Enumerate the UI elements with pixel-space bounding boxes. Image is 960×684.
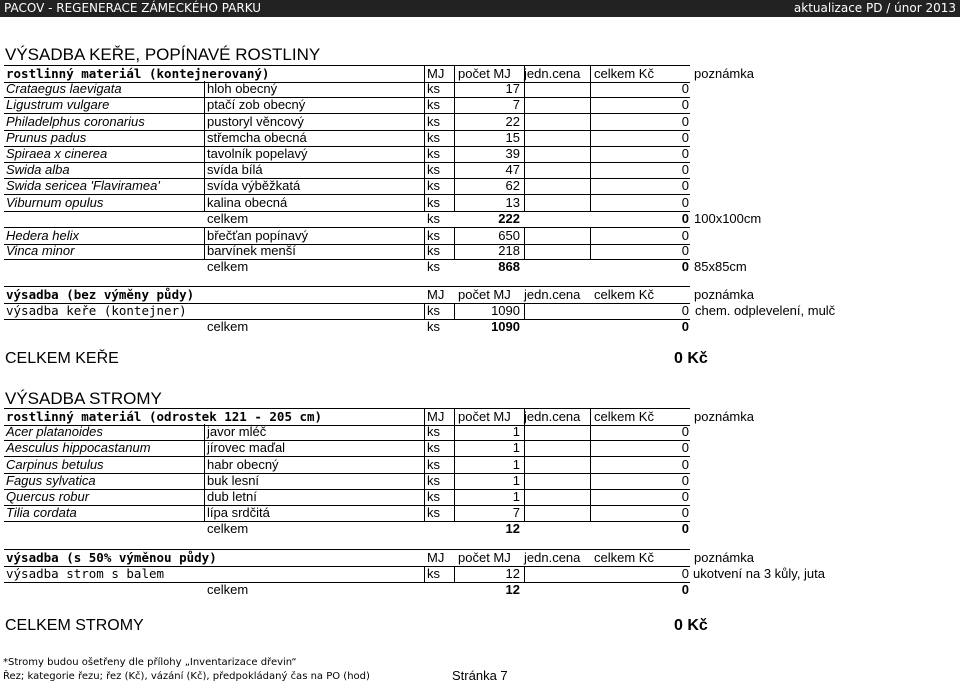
latin-name: Carpinus betulus <box>6 457 104 472</box>
total-price: 0 <box>681 162 689 177</box>
unit-mj: ks <box>427 505 440 520</box>
latin-name: Spiraea x cinerea <box>6 146 108 161</box>
column-divider <box>524 81 525 97</box>
latin-name: Ligustrum vulgare <box>6 97 110 112</box>
total-price: 0 <box>681 566 689 581</box>
header-note: poznámka <box>694 66 754 81</box>
latin-name: Acer platanoides <box>6 424 103 439</box>
czech-name: habr obecný <box>207 457 279 472</box>
column-divider <box>454 409 455 425</box>
plant-row <box>4 457 690 474</box>
czech-name: střemcha obecná <box>207 130 307 145</box>
column-divider <box>524 130 525 146</box>
unit-mj: ks <box>427 228 440 243</box>
column-divider <box>424 457 425 473</box>
column-divider <box>204 97 205 113</box>
unit-mj: ks <box>427 457 440 472</box>
column-divider <box>454 66 455 82</box>
unit-mj: ks <box>427 114 440 129</box>
column-divider <box>204 243 205 259</box>
table-header-row <box>4 549 754 567</box>
column-divider <box>424 81 425 97</box>
column-divider <box>590 409 591 425</box>
unit-mj: ks <box>427 473 440 488</box>
header-name: výsadba (bez výměny půdy) <box>6 287 195 302</box>
quantity: 15 <box>505 130 520 145</box>
subtotal-row <box>4 319 690 335</box>
column-divider <box>424 130 425 146</box>
header-note: poznámka <box>694 287 754 302</box>
column-divider <box>204 195 205 211</box>
czech-name: ptačí zob obecný <box>207 97 306 112</box>
sum-quantity: 12 <box>505 582 520 597</box>
total-price: 0 <box>681 178 689 193</box>
czech-name: hloh obecný <box>207 81 278 96</box>
column-divider <box>524 505 525 521</box>
trees-total-value: 0 Kč <box>674 617 708 634</box>
document-header <box>0 0 960 17</box>
section-title-trees: VÝSADBA STROMY <box>5 389 162 408</box>
czech-name: břečťan popínavý <box>207 228 308 243</box>
unit-mj: ks <box>427 97 440 112</box>
column-divider <box>590 66 591 82</box>
quantity: 1 <box>512 457 520 472</box>
header-note: poznámka <box>694 409 754 424</box>
column-divider <box>424 97 425 113</box>
column-divider <box>424 303 425 319</box>
column-divider <box>424 114 425 130</box>
column-divider <box>524 424 525 440</box>
unit-mj: ks <box>427 303 440 318</box>
czech-name: kalina obecná <box>207 195 288 210</box>
header-mj: MJ <box>427 287 445 302</box>
column-divider <box>524 303 525 319</box>
header-qty: počet MJ <box>458 409 511 424</box>
header-qty: počet MJ <box>458 287 511 302</box>
latin-name: Vinca minor <box>6 243 75 258</box>
quantity: 7 <box>512 97 520 112</box>
footnote-trees: *Stromy budou ošetřeny dle přílohy „Inventarizace dřevin“ <box>3 657 297 668</box>
unit-mj: ks <box>427 243 440 258</box>
column-divider <box>204 489 205 505</box>
column-divider <box>424 473 425 489</box>
sum-total: 0 <box>681 259 689 274</box>
total-price: 0 <box>681 457 689 472</box>
czech-name: svída bílá <box>207 162 263 177</box>
column-divider <box>204 228 205 244</box>
column-divider <box>424 489 425 505</box>
sum-quantity: 868 <box>498 259 520 274</box>
column-divider <box>204 81 205 97</box>
column-divider <box>204 440 205 456</box>
unit-mj: ks <box>427 424 440 439</box>
latin-name: Fagus sylvatica <box>6 473 96 488</box>
column-divider <box>424 440 425 456</box>
quantity: 650 <box>498 228 520 243</box>
quantity: 12 <box>505 566 520 581</box>
plant-row <box>4 243 690 260</box>
unit-mj: ks <box>427 178 440 193</box>
unit-mj: ks <box>427 195 440 210</box>
total-price: 0 <box>681 505 689 520</box>
header-mj: MJ <box>427 409 445 424</box>
header-name: rostlinný materiál (kontejnerovaný) <box>6 66 270 81</box>
czech-name: javor mléč <box>207 424 267 439</box>
quantity: 1 <box>512 473 520 488</box>
note: chem. odplevelení, mulč <box>695 303 836 318</box>
column-divider <box>524 440 525 456</box>
header-unit-price: jedn.cena <box>524 287 581 302</box>
plant-row <box>4 505 690 522</box>
quantity: 22 <box>505 114 520 129</box>
planting-name: výsadba strom s balem <box>6 566 165 581</box>
total-price: 0 <box>681 440 689 455</box>
column-divider <box>524 473 525 489</box>
plant-row <box>4 146 690 163</box>
unit-mj: ks <box>427 566 440 581</box>
total-price: 0 <box>681 114 689 129</box>
column-divider <box>204 162 205 178</box>
czech-name: lípa srdčitá <box>207 505 270 520</box>
sum-label: celkem <box>207 259 249 274</box>
unit-mj: ks <box>427 162 440 177</box>
subtotal-row <box>4 259 747 275</box>
subtotal-row <box>4 211 762 227</box>
header-mj: MJ <box>427 550 445 565</box>
sum-total: 0 <box>681 582 689 597</box>
column-divider <box>524 114 525 130</box>
quantity: 1090 <box>491 303 520 318</box>
czech-name: jírovec maďal <box>207 440 286 455</box>
plant-row <box>4 81 690 98</box>
sum-mj: ks <box>427 259 440 274</box>
header-qty: počet MJ <box>458 66 511 81</box>
quantity: 1 <box>512 489 520 504</box>
column-divider <box>204 505 205 521</box>
unit-mj: ks <box>427 146 440 161</box>
total-price: 0 <box>681 243 689 258</box>
planting-row <box>4 566 826 583</box>
column-divider <box>424 424 425 440</box>
column-divider <box>204 178 205 194</box>
czech-name: dub letní <box>207 489 257 504</box>
header-qty: počet MJ <box>458 550 511 565</box>
column-divider <box>524 178 525 194</box>
section-title-shrubs: VÝSADBA KEŘE, POPÍNAVÉ ROSTLINY <box>5 45 321 64</box>
total-price: 0 <box>681 97 689 112</box>
column-divider <box>524 243 525 259</box>
header-mj: MJ <box>427 66 445 81</box>
header-unit-price: jedn.cena <box>524 550 581 565</box>
column-divider <box>424 409 425 425</box>
column-divider <box>204 130 205 146</box>
column-divider <box>204 146 205 162</box>
header-name: výsadba (s 50% výměnou půdy) <box>6 550 217 565</box>
plant-row <box>4 162 690 179</box>
column-divider <box>524 489 525 505</box>
column-divider <box>524 566 525 582</box>
quantity: 13 <box>505 195 520 210</box>
quantity: 1 <box>512 440 520 455</box>
czech-name: tavolník popelavý <box>207 146 308 161</box>
shrubs-total-value: 0 Kč <box>674 350 708 367</box>
column-divider <box>524 146 525 162</box>
sum-note: 100x100cm <box>694 211 762 226</box>
update-date: aktualizace PD / únor 2013 <box>793 1 956 15</box>
column-divider <box>204 424 205 440</box>
unit-mj: ks <box>427 130 440 145</box>
column-divider <box>424 228 425 244</box>
total-price: 0 <box>681 195 689 210</box>
quantity: 218 <box>498 243 520 258</box>
sum-quantity: 1090 <box>491 319 520 334</box>
column-divider <box>424 146 425 162</box>
latin-name: Hedera helix <box>6 228 79 243</box>
sum-total: 0 <box>681 211 689 226</box>
plant-row <box>4 178 690 195</box>
sum-mj: ks <box>427 319 440 334</box>
column-divider <box>524 457 525 473</box>
total-price: 0 <box>681 146 689 161</box>
subtotal-row <box>4 582 690 598</box>
sum-label: celkem <box>207 211 249 226</box>
total-price: 0 <box>681 81 689 96</box>
total-price: 0 <box>681 424 689 439</box>
header-name: rostlinný materiál (odrostek 121 - 205 cm) <box>6 409 323 424</box>
sum-total: 0 <box>681 521 689 536</box>
trees-total-label: CELKEM STROMY <box>5 617 144 634</box>
plant-row <box>4 114 690 131</box>
footnote-pruning: Řez; kategorie řezu; řez (Kč), vázání (Kč), předpokládaný čas na PO (hod) <box>3 671 370 682</box>
note: ukotvení na 3 kůly, juta <box>693 566 826 581</box>
header-total: celkem Kč <box>594 287 654 302</box>
quantity: 7 <box>512 505 520 520</box>
total-price: 0 <box>681 130 689 145</box>
czech-name: svída výběžkatá <box>207 178 301 193</box>
sum-label: celkem <box>207 582 249 597</box>
latin-name: Crataegus laevigata <box>6 81 122 96</box>
total-price: 0 <box>681 473 689 488</box>
column-divider <box>204 473 205 489</box>
column-divider <box>524 195 525 211</box>
plant-row <box>4 97 690 114</box>
latin-name: Aesculus hippocastanum <box>6 440 151 455</box>
header-unit-price: jedn.cena <box>524 66 581 81</box>
latin-name: Swida alba <box>6 162 70 177</box>
czech-name: barvínek menší <box>207 243 296 258</box>
plant-row <box>4 424 690 441</box>
header-total: celkem Kč <box>594 550 654 565</box>
planting-row <box>4 303 836 320</box>
project-title: PACOV - REGENERACE ZÁMECKÉHO PARKU <box>4 1 262 15</box>
sum-label: celkem <box>207 521 249 536</box>
column-divider <box>424 66 425 82</box>
plant-row <box>4 440 690 457</box>
plant-row <box>4 489 690 506</box>
sum-mj: ks <box>427 211 440 226</box>
latin-name: Viburnum opulus <box>6 195 104 210</box>
header-total: celkem Kč <box>594 66 654 81</box>
unit-mj: ks <box>427 81 440 96</box>
column-divider <box>424 243 425 259</box>
planting-name: výsadba keře (kontejner) <box>6 303 187 318</box>
latin-name: Swida sericea 'Flaviramea' <box>6 178 160 193</box>
quantity: 17 <box>505 81 520 96</box>
total-price: 0 <box>681 303 689 318</box>
sum-quantity: 12 <box>505 521 520 536</box>
plant-row <box>4 473 690 490</box>
sum-note: 85x85cm <box>694 259 747 274</box>
column-divider <box>204 457 205 473</box>
unit-mj: ks <box>427 489 440 504</box>
czech-name: buk lesní <box>207 473 260 488</box>
plant-row <box>4 130 690 147</box>
column-divider <box>424 195 425 211</box>
column-divider <box>424 566 425 582</box>
table-header-row <box>4 286 754 304</box>
column-divider <box>524 228 525 244</box>
sum-total: 0 <box>681 319 689 334</box>
sum-quantity: 222 <box>498 211 520 226</box>
column-divider <box>424 505 425 521</box>
czech-name: pustoryl věncový <box>207 114 304 129</box>
total-price: 0 <box>681 489 689 504</box>
header-unit-price: jedn.cena <box>524 409 581 424</box>
column-divider <box>204 114 205 130</box>
page-number: Stránka 7 <box>452 668 508 683</box>
sum-label: celkem <box>207 319 249 334</box>
latin-name: Tilia cordata <box>6 505 77 520</box>
shrubs-total-label: CELKEM KEŘE <box>5 350 119 367</box>
latin-name: Quercus robur <box>6 489 90 504</box>
header-note: poznámka <box>694 550 754 565</box>
quantity: 62 <box>505 178 520 193</box>
latin-name: Philadelphus coronarius <box>6 114 145 129</box>
plant-row <box>4 195 690 212</box>
latin-name: Prunus padus <box>6 130 87 145</box>
quantity: 1 <box>512 424 520 439</box>
column-divider <box>524 162 525 178</box>
quantity: 39 <box>505 146 520 161</box>
column-divider <box>424 162 425 178</box>
subtotal-row <box>4 521 690 537</box>
header-total: celkem Kč <box>594 409 654 424</box>
column-divider <box>524 97 525 113</box>
unit-mj: ks <box>427 440 440 455</box>
column-divider <box>424 178 425 194</box>
quantity: 47 <box>505 162 520 177</box>
total-price: 0 <box>681 228 689 243</box>
